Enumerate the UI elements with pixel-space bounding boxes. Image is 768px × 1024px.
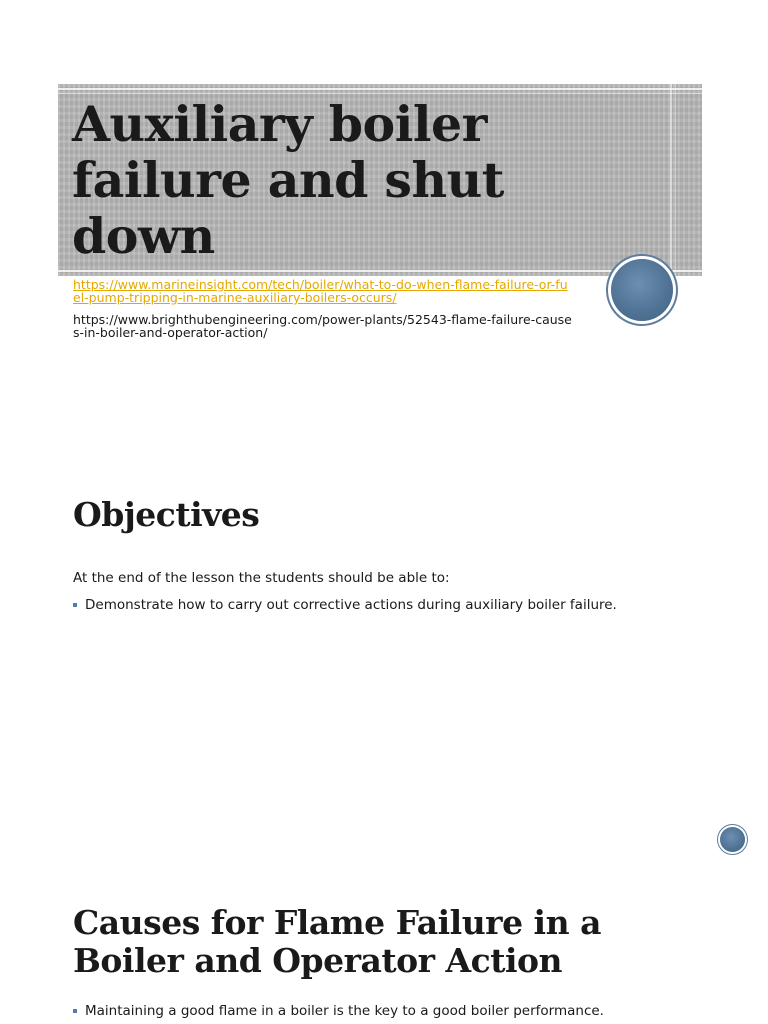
banner-divider <box>675 84 676 276</box>
causes-heading: Causes for Flame Failure in a Boiler and Operator Action <box>73 903 601 980</box>
objectives-intro: At the end of the lesson the students should be able to: <box>73 570 450 586</box>
slide-objectives <box>0 430 768 860</box>
decorative-circle-icon <box>611 259 673 321</box>
bullet-square-icon <box>73 1009 77 1013</box>
objectives-heading: Objectives <box>73 495 260 534</box>
source-url-brighthub: https://www.brighthubengineering.com/power-plants/52543-flame-failure-causes-in-boiler-and-operator-action/ <box>73 312 572 340</box>
decorative-circle-icon <box>720 827 745 852</box>
objectives-list <box>73 596 723 614</box>
banner-divider <box>670 84 672 276</box>
list-item-text: Maintaining a good flame in a boiler is the key to a good boiler performance. <box>85 1003 604 1019</box>
slide-title: Auxiliary boiler failure and shut down <box>72 95 504 265</box>
list-item-text: Demonstrate how to carry out corrective actions during auxiliary boiler failure. <box>85 597 617 613</box>
banner-divider <box>58 270 702 272</box>
title-banner <box>58 84 702 276</box>
list-item <box>73 596 723 614</box>
list-item <box>73 1002 723 1020</box>
causes-list <box>73 1002 723 1020</box>
banner-divider <box>58 88 702 90</box>
slide-title-page <box>0 0 768 430</box>
slide-causes <box>0 860 768 1024</box>
banner-divider <box>58 93 702 94</box>
source-link-marineinsight[interactable]: https://www.marineinsight.com/tech/boiler/what-to-do-when-flame-failure-or-fuel-pump-tripping-in-marine-auxiliary-boilers-occurs/ <box>73 277 568 305</box>
bullet-square-icon <box>73 603 77 607</box>
